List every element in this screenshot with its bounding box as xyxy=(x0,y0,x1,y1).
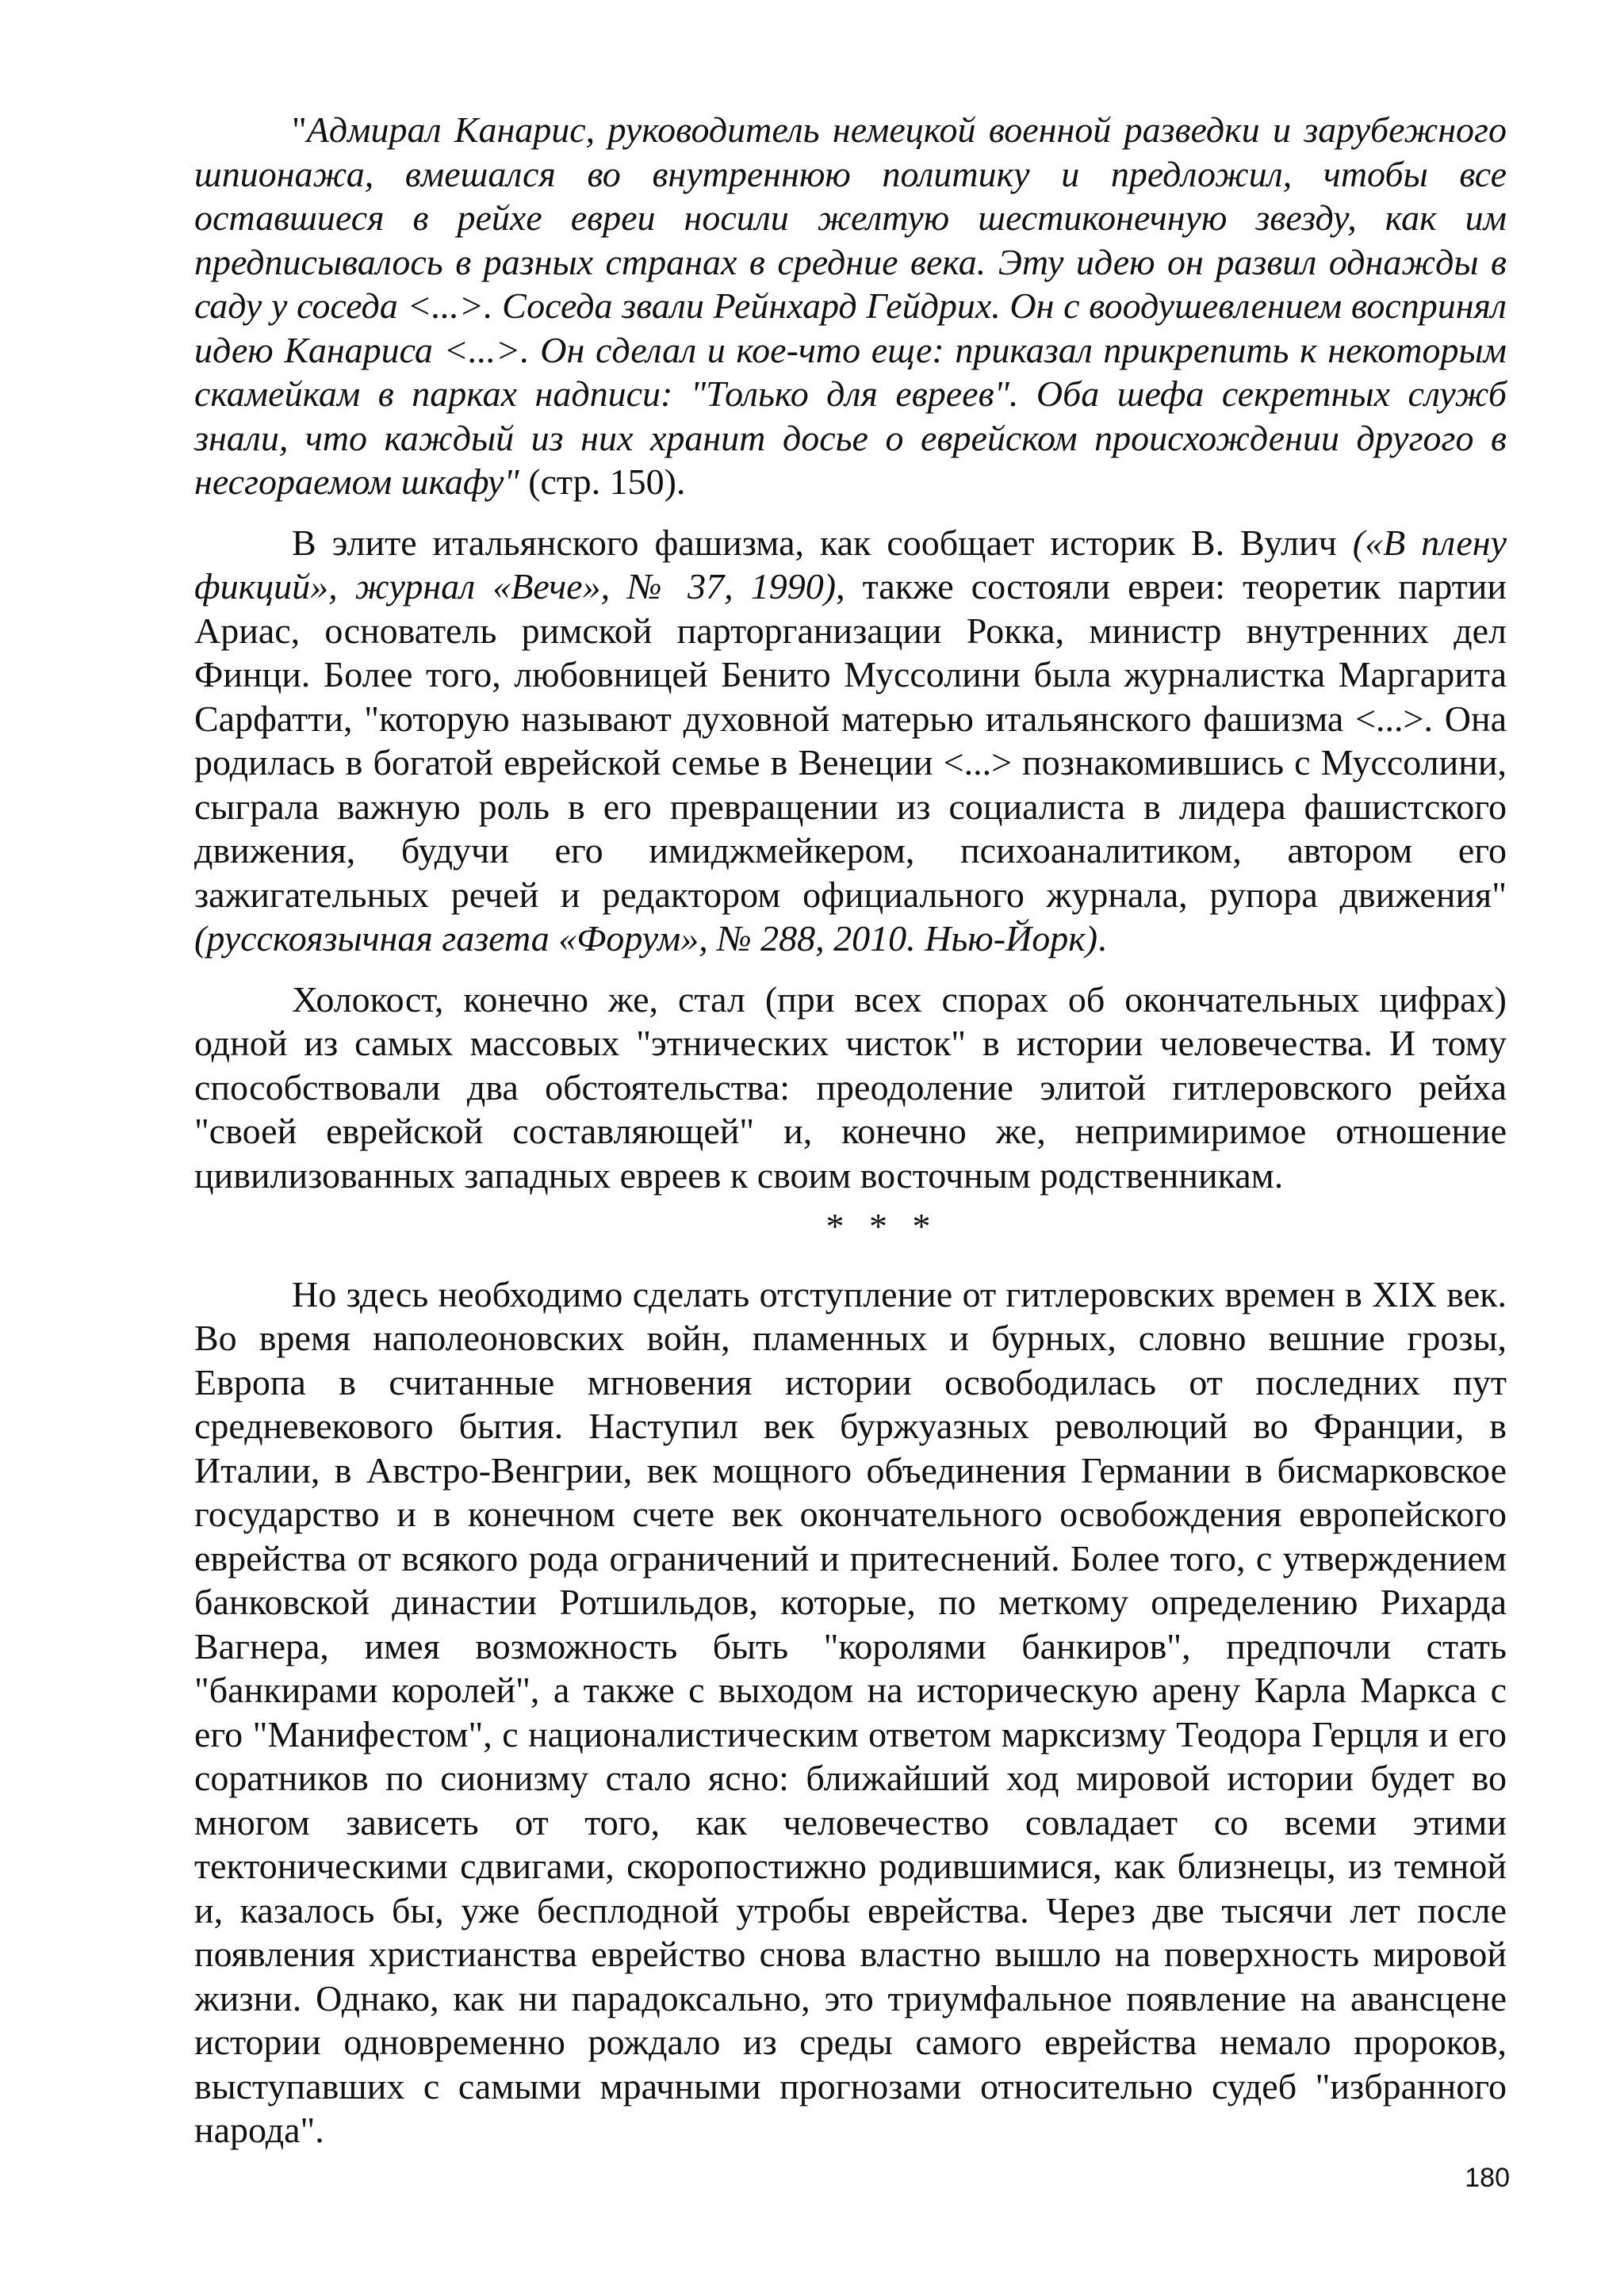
paragraph-italian-fascism xyxy=(194,521,1507,961)
page-reference: (стр. 150). xyxy=(519,461,686,502)
citation-italic: («В плену фикций», журнал «Вече», № 37, 1990) xyxy=(194,522,1507,607)
paragraph-nineteenth-century: Но здесь необходимо сделать отступление от гитлеровских времен в XIX век. Во время наполеоновских войн, пламенных и бурных, словно вешние грозы, Европа в считанные мгновения истории освободилась от последних пут средневекового бытия. Наступил век буржуазных революций во Франции, в Италии, в Австро-Венгрии, век мощного объединения Германии в бисмарковское государство и в конечном счете век окончательного освобождения европейского еврейства от всякого рода ограничений и притеснений. Более того, с утверждением банковской династии Ротшильдов, которые, по меткому определению Рихарда Вагнера, имея возможность быть "королями банкиров", предпочли стать "банкирами королей", а также с выходом на историческую арену Карла Маркса с его "Манифестом", с националистическим ответом марксизму Теодора Герцля и его соратников по сионизму стало ясно: ближайший ход мировой истории будет во многом зависеть от того, как человечество совладает со всеми этими тектоническими сдвигами, скоропостижно родившимися, как близнецы, из темной и, казалось бы, уже бесплодной утробы еврейства. Через две тысячи лет после появления христианства еврейство снова властно вышло на поверхность мировой жизни. Однако, как ни парадоксально, это триумфальное появление на авансцене истории одновременно рождало из среды самого еврейства немало пророков, выступавших с самыми мрачными прогнозами относительно судеб "избранного народа". xyxy=(194,1273,1507,2150)
citation-italic: (русскоязычная газета «Форум», № 288, 2010. Нью-Йорк) xyxy=(194,918,1098,959)
text-segment: В элите итальянского фашизма, как сообщает историк В. Вулич xyxy=(292,522,1353,563)
quote-italic-text: Адмирал Канарис, руководитель немецкой военной разведки и зарубежного шпионажа, вмешался во внутреннюю политику и предложил, чтобы все оставшиеся в рейхе евреи носили желтую шестиконечную звезду, как им предписывалось в разных странах в средние века. Эту идею он развил однажды в саду у соседа <...>. Соседа звали Рейнхард Гейдрих. Он с воодушевлением воспринял идею Канариса <...>. Он сделал и кое-что еще: приказал прикрепить к некоторым скамейкам в парках надписи: "Только для евреев". Оба шефа секретных служб знали, что каждый из них хранит досье о еврейском происхождении другого в несгораемом шкафу" xyxy=(194,109,1507,502)
text-segment: . xyxy=(1097,918,1107,959)
section-separator: * * * xyxy=(825,1206,939,1246)
paragraph-canaris-quote xyxy=(194,108,1507,504)
page-number: 180 xyxy=(1465,2163,1510,2193)
open-quote-mark: " xyxy=(292,109,307,150)
document-page xyxy=(194,108,1507,2169)
text-segment: , также состояли евреи: теоретик партии Ариас, основатель римской парторганизации Рокка, министр внутренних дел Финци. Более того, любовницей Бенито Муссолини была журналистка Маргарита Сарфатти, "которую называют духовной матерью итальянского фашизма <...>. Она родилась в богатой еврейской семье в Венеции <...> познакомившись с Муссолини, сыграла важную роль в его превращении из социалиста в лидера фашистского движения, будучи его имиджмейкером, психоаналитиком, автором его зажигательных речей и редактором официального журнала, рупора движения" xyxy=(194,566,1507,915)
paragraph-holocaust: Холокост, конечно же, стал (при всех спорах об окончательных цифрах) одной из самых массовых "этнических чисток" в истории человечества. И тому способствовали два обстоятельства: преодоление элитой гитлеровского рейха "своей еврейской составляющей" и, конечно же, непримиримое отношение цивилизованных западных евреев к своим восточным родственникам. xyxy=(194,978,1507,1196)
